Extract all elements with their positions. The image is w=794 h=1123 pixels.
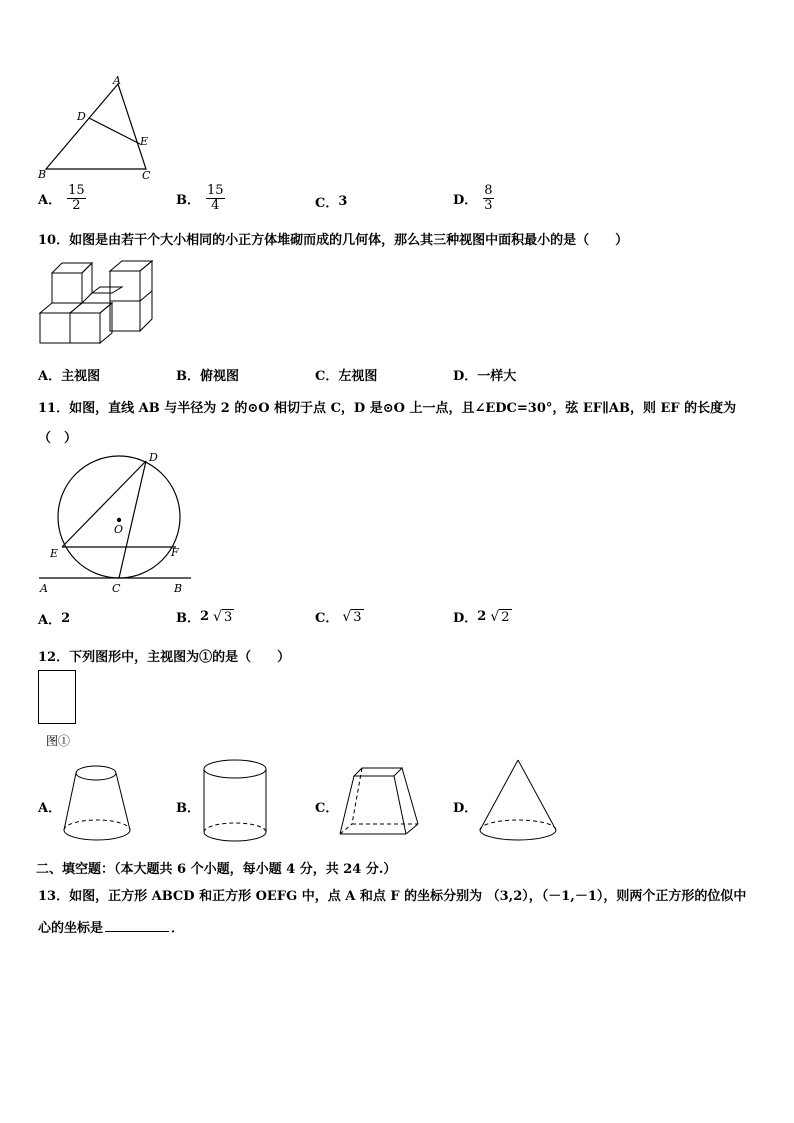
q10-question: 10．如图是由若干个大小相同的小正方体堆砌而成的几何体，那么其三种视图中面积最小的是（ ）: [38, 233, 629, 248]
denominator: 3: [484, 197, 493, 213]
q10-option-a[interactable]: A．主视图: [38, 369, 101, 384]
q9-option-b[interactable]: [176, 184, 225, 212]
label-D: D: [77, 110, 86, 123]
denominator: 4: [211, 197, 220, 213]
option-letter: A．: [38, 192, 62, 208]
option-value: 2: [61, 611, 71, 626]
cylinder-figure: [202, 758, 270, 848]
label-E: E: [140, 135, 149, 148]
q9-option-a[interactable]: [38, 184, 86, 212]
label-E: E: [50, 547, 59, 560]
q10-option-d[interactable]: D．一样大: [453, 369, 517, 384]
sqrt-symbol: √ 2: [490, 608, 510, 625]
radicand: 3: [353, 609, 362, 625]
q11-option-a[interactable]: [38, 609, 70, 628]
coefficient: 2: [477, 609, 487, 624]
label-B: B: [38, 168, 47, 181]
radicand: 3: [223, 609, 233, 625]
q10-option-b[interactable]: B．俯视图: [176, 369, 239, 384]
q13-prefix: 心的坐标是: [38, 921, 104, 936]
option-value: 3: [338, 194, 348, 209]
label-C: C: [112, 582, 121, 595]
q12-option-a[interactable]: A．: [38, 801, 62, 816]
q13-suffix: ．: [171, 921, 185, 936]
answer-blank[interactable]: [105, 931, 169, 932]
label-D: D: [149, 451, 158, 464]
numerator: 15: [207, 183, 224, 198]
q9-triangle-figure: [36, 74, 166, 184]
q13-question-line1: 13．如图，正方形 ABCD 和正方形 OEFG 中，点 A 和点 F 的坐标分别为 （3,2），（－1,－1），则两个正方形的位似中: [38, 889, 747, 904]
option-letter: D．: [453, 192, 478, 208]
q13-question-line2: [38, 917, 184, 936]
truncated-cone-figure: [62, 764, 134, 844]
numerator: 8: [484, 183, 493, 198]
label-A: A: [40, 582, 48, 595]
label-O: O: [114, 523, 124, 536]
radicand: 2: [501, 609, 510, 625]
q12-option-c[interactable]: C．: [315, 801, 339, 816]
option-letter: D．: [453, 611, 478, 626]
fraction: [206, 184, 225, 212]
q11-question-line2: （ ）: [38, 431, 78, 446]
coefficient: 2: [200, 609, 210, 624]
option-letter: C．: [315, 611, 339, 626]
truncated-pyramid-figure: [338, 764, 422, 838]
option-letter: B．: [176, 611, 200, 626]
q11-question-line1: 11．如图，直线 AB 与半径为 2 的⊙O 相切于点 C，D 是⊙O 上一点，且∠EDC=30°，弦 EF∥AB，则 EF 的长度为: [38, 401, 737, 416]
fraction: [483, 184, 493, 212]
q10-option-c[interactable]: C．左视图: [315, 369, 378, 384]
section-2-title: 二、填空题：（本大题共 6 个小题，每小题 4 分，共 24 分.）: [36, 862, 397, 877]
denominator: 2: [72, 197, 81, 213]
q11-option-c[interactable]: [315, 607, 364, 626]
q9-option-d[interactable]: [453, 184, 494, 212]
q9-option-c[interactable]: [315, 192, 347, 211]
cone-figure: [478, 758, 560, 842]
label-C: C: [142, 169, 151, 182]
q11-circle-figure: [36, 450, 196, 600]
numerator: 15: [68, 183, 85, 198]
label-F: F: [171, 546, 179, 559]
q12-front-view-rectangle: [38, 670, 76, 724]
label-B: B: [174, 582, 183, 595]
label-A: A: [113, 74, 121, 87]
q11-option-b[interactable]: [176, 607, 234, 626]
q11-option-d[interactable]: [453, 607, 512, 626]
option-letter: B．: [176, 192, 200, 208]
q12-figure-caption: 图①: [46, 734, 71, 748]
option-letter: A．: [38, 613, 62, 628]
sqrt-symbol: √ 3: [213, 608, 233, 625]
option-letter: C．: [315, 196, 339, 211]
q12-option-d[interactable]: D．: [453, 801, 478, 816]
sqrt-symbol: √ 3: [342, 608, 362, 625]
q10-cubes-figure: [38, 261, 158, 349]
q12-question: 12．下列图形中，主视图为①的是（ ）: [38, 650, 291, 665]
q12-option-b[interactable]: B．: [176, 801, 200, 816]
fraction: [67, 184, 86, 212]
